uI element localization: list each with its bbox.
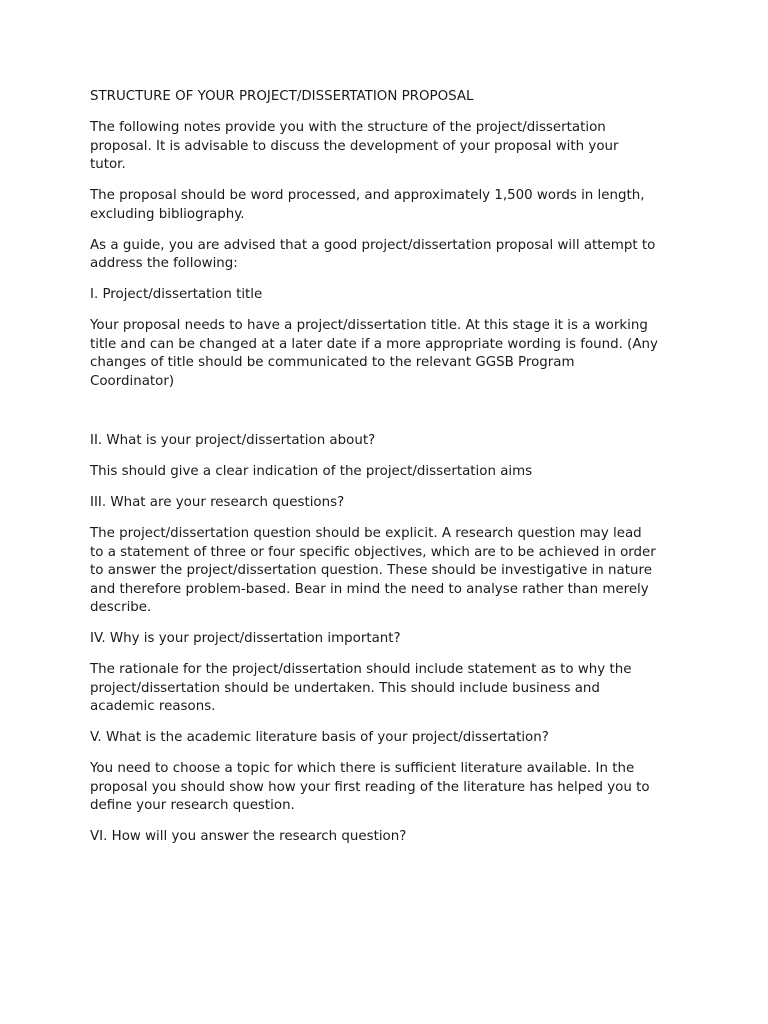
- section-body-importance: The rationale for the project/dissertation should include statement as to why the project/dissertation should be undertaken. This should include business and academic reasons.: [90, 662, 632, 714]
- section-heading-research-questions: III. What are your research questions?: [90, 495, 345, 510]
- section-body-literature: You need to choose a topic for which there is sufficient literature available. In the proposal you should show how your first reading of the literature has helped you to define your research question.: [90, 761, 650, 813]
- intro-paragraph-2: The proposal should be word processed, and approximately 1,500 words in length, excluding bibliography.: [90, 188, 645, 222]
- section-body-about: This should give a clear indication of the project/dissertation aims: [90, 464, 533, 479]
- section-heading-literature: V. What is the academic literature basis of your project/dissertation?: [90, 730, 549, 745]
- section-body-research-questions: The project/dissertation question should be explicit. A research question may lead to a statement of three or four specific objectives, which are to be achieved in order to answer the project/dissertation question. These should be investigative in nature and therefore problem-based. Bear in mind the need to analyse rather than merely describe.: [90, 526, 656, 615]
- section-heading-method: VI. How will you answer the research question?: [90, 829, 407, 844]
- intro-paragraph-3: As a guide, you are advised that a good project/dissertation proposal will attempt to address the following:: [90, 237, 656, 271]
- section-heading-importance: IV. Why is your project/dissertation important?: [90, 631, 401, 646]
- section-body-title: Your proposal needs to have a project/dissertation title. At this stage it is a working title and can be changed at a later date if a more appropriate wording is found. (Any changes of title should be communicated to the relevant GGSB Program Coordinator): [90, 318, 658, 389]
- section-heading-about: II. What is your project/dissertation about?: [90, 433, 376, 448]
- section-heading-title: I. Project/dissertation title: [90, 287, 263, 302]
- document-page: [90, 88, 690, 859]
- intro-paragraph-1: The following notes provide you with the structure of the project/dissertation proposal. It is advisable to discuss the development of your proposal with your tutor.: [90, 120, 619, 172]
- document-title: STRUCTURE OF YOUR PROJECT/DISSERTATION PROPOSAL: [90, 89, 474, 104]
